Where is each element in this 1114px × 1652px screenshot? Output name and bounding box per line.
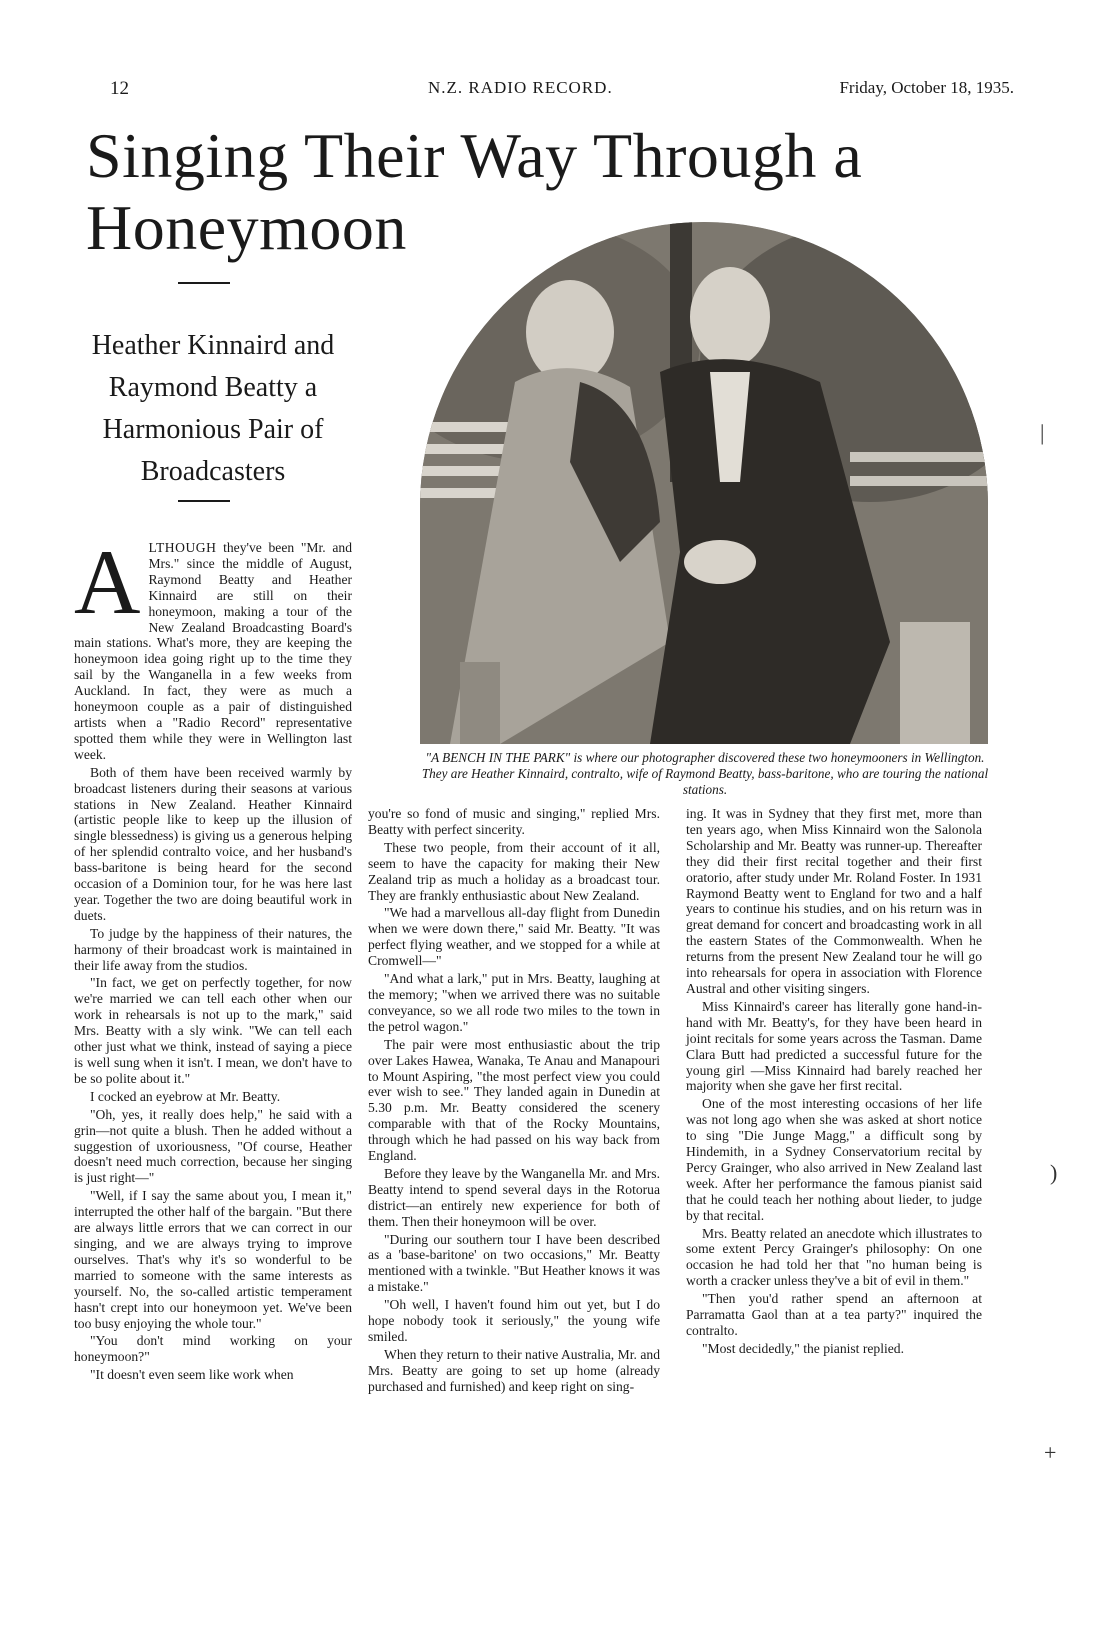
paragraph-text: they've been "Mr. and Mrs." since the middle of August, Raymond Beatty and Heather Kinnaird are still on their honeymoon, making a tour of the New Zealand Broadcasting Board's main stations. What's more, they are keeping the honeymoon idea going right up to the time they sail by the Wanganella in a few weeks from Auckland. In fact, they were as much a honeymoon couple as a pair of distinguished artists when a "Radio Record" representative spotted them while they were in Wellington last week.	[74, 540, 352, 762]
margin-mark: )	[1050, 1160, 1058, 1185]
paragraph: "In fact, we get on perfectly together, for now we're married we can tell each other when our work in rehearsals is not up to the mark," said Mrs. Beatty with a sly wink. "We can tell each other just what we think, instead of saying a piece is well sung when it isn't. I mean, we don't have to be so polite about it."	[74, 975, 352, 1086]
publication-name: N.Z. RADIO RECORD.	[428, 78, 613, 97]
page-number: 12	[110, 78, 129, 99]
running-header	[110, 78, 1014, 104]
drop-cap: A	[74, 531, 141, 633]
paragraph: When they return to their native Australia, Mr. and Mrs. Beatty are going to set up home (already purchased and furnished) and keep right on sing-	[368, 1346, 660, 1394]
paragraph: "During our southern tour I have been described as a 'base-baritone' on two occasions," Mr. Beatty mentioned with a twinkle. "But Heather knows it was a mistake."	[368, 1231, 660, 1295]
title-rule	[178, 282, 230, 284]
paragraph: One of the most interesting occasions of her life was not long ago when she was asked at short notice to sing "Die Junge Magg," a difficult song by Hindemith, in a Sydney Conservatorium recital by Percy Grainger, who also arrived in New Zealand last week. After her performance the famous pianist said that he could teach her nothing about lieder, to judge by that recital.	[686, 1096, 982, 1223]
paragraph: "We had a marvellous all-day flight from Dunedin when we were down there," said Mr. Beatty. "It was perfect flying weather, and we stopped for a while at Cromwell—"	[368, 905, 660, 969]
paragraph: The pair were most enthusiastic about the trip over Lakes Hawea, Wanaka, Te Anau and Manapouri to Mount Aspiring, "the most perfect view you could ever wish to see." They landed again in Dunedin at 5.30 p.m. Mr. Beatty considered the scenery comparable with that of the Rocky Mountains, through which he had passed on his way back from England.	[368, 1036, 660, 1164]
paragraph: I cocked an eyebrow at Mr. Beatty.	[90, 1088, 281, 1104]
subtitle-rule	[178, 500, 230, 502]
paragraph: "It doesn't even seem like work when	[90, 1367, 294, 1383]
paragraph: Both of them have been received warmly by broadcast listeners during their seasons at various stations in New Zealand. Heather Kinnaird (artistic people like to keep up the illusion of single blessedness) is giving us a generous helping of her splendid contralto voice, and her husband's bass-baritone is being heard for the second occasion of a Dominion tour, for he was here last year. Together the two are doing beautiful work in duets.	[74, 764, 352, 923]
paragraph: "Oh, yes, it really does help," he said with a grin—not quite a blush. Then he added without a suggestion of uxoriousness, "Of course, Heather doesn't need much correction, because her singing is just right—"	[74, 1106, 352, 1186]
lead-paragraph	[74, 531, 352, 763]
paragraph: "Most decidedly," the pianist replied.	[702, 1340, 904, 1356]
paragraph: Mrs. Beatty related an anecdote which illustrates to some extent Percy Grainger's philosophy: On one occasion he had told her that "no human being is worth a cracker unless they've a bit of evil in them."	[686, 1225, 982, 1289]
paragraph: These two people, from their account of it all, seem to have the capacity for making their New Zealand trip as much a holiday as a broadcast tour. They are frankly enthusiastic about New Zealand.	[368, 839, 660, 903]
paragraph: Miss Kinnaird's career has literally gone hand-in-hand with Mr. Beatty's, for they have been heard in joint recitals for some years across the Tasman. Dame Clara Butt had predicted a successful future for the young girl —Miss Kinnaird had barely reached her majority when she gave her first recital.	[686, 998, 982, 1094]
paragraph: "And what a lark," put in Mrs. Beatty, laughing at the memory; "when we arrived there was no suitable conveyance, so we all rode two miles to the town in the petrol wagon."	[368, 971, 660, 1034]
paragraph: "Well, if I say the same about you, I mean it," interrupted the other half of the bargain. "But there are always little errors that we can correct in our singing, and we are always trying to improve ourselves. That's why it's so wonderful to be married to someone with the same interests as yourself. No, the so-called artistic temperament hasn't crept into our honeymoon yet. We've been too busy enjoying the whole tour."	[74, 1188, 352, 1331]
article-subtitle: Heather Kinnaird and Raymond Beatty a Harmonious Pair of Broadcasters	[91, 330, 335, 487]
paragraph: "You don't mind working on your honeymoon?"	[74, 1333, 352, 1365]
paragraph: Before they leave by the Wanganella Mr. and Mrs. Beatty intend to spend several days in the Rotorua district—an entirely new experience for both of them. Then their honeymoon will be over.	[368, 1165, 660, 1229]
paragraph: To judge by the happiness of their natures, the harmony of their broadcast work is maintained in their life away from the studios.	[74, 925, 352, 973]
issue-date: Friday, October 18, 1935.	[839, 78, 1014, 97]
lead-word: LTHOUGH	[148, 540, 217, 555]
article-column-2	[368, 806, 660, 1395]
photo-caption: "A BENCH IN THE PARK" is where our photographer discovered these two honeymooners in Wellington. They are Heather Kinnaird, contralto, wife of Raymond Beatty, bass-baritone, who are touring the national stations.	[421, 750, 989, 797]
article-title: Singing Their Way Through a Honeymoon	[86, 120, 863, 263]
paragraph: you're so fond of music and singing," replied Mrs. Beatty with perfect sincerity.	[368, 806, 660, 837]
paragraph: "Oh well, I haven't found him out yet, but I do hope nobody took it seriously," the young wife smiled.	[368, 1297, 660, 1344]
margin-mark: +	[1044, 1440, 1057, 1465]
paragraph: "Then you'd rather spend an afternoon at Parramatta Gaol than at a tea party?" inquired the contralto.	[686, 1291, 982, 1338]
article-column-3	[686, 806, 982, 1357]
margin-mark: |	[1040, 420, 1045, 445]
photograph-illustration	[420, 222, 988, 744]
article-column-1	[74, 531, 352, 1383]
couple-photograph	[420, 222, 988, 744]
paragraph: ing. It was in Sydney that they first met, more than ten years ago, when Miss Kinnaird won the Salonola Scholarship and Mr. Beatty was runner-up. Thereafter they did their first recital together and their first oratorio, after study under Mr. Roland Foster. In 1931 Raymond Beatty went to England for two and a half years to continue his studies, and on his return was in great demand for concert and broadcasting work in all the eastern States of the Commonwealth. When he returns from the present New Zealand tour he will go into rehearsals for opera in association with Florence Austral and other visiting singers.	[686, 806, 982, 996]
